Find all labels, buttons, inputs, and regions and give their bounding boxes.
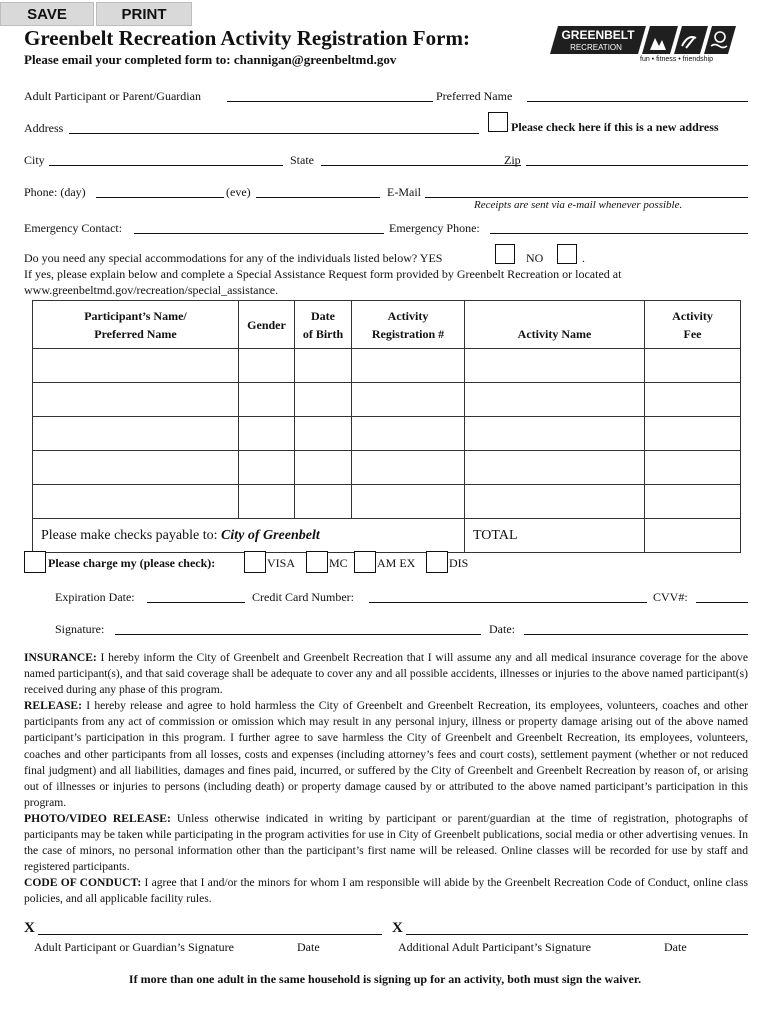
table-row: [33, 417, 741, 451]
header-activity-name: Activity Name: [465, 301, 645, 349]
svg-text:GREENBELT: GREENBELT: [561, 28, 635, 42]
phone-day-input[interactable]: [96, 197, 224, 198]
participant-name-input[interactable]: [33, 451, 239, 485]
state-input[interactable]: [321, 165, 521, 166]
cvv-label: CVV#:: [653, 590, 688, 604]
accommodations-no-label: NO: [526, 251, 544, 265]
charge-card-checkbox[interactable]: [24, 551, 46, 573]
gender-input[interactable]: [239, 383, 295, 417]
gender-input[interactable]: [239, 451, 295, 485]
card-number-label: Credit Card Number:: [252, 590, 354, 604]
cvv-input[interactable]: [696, 602, 748, 603]
charge-card-label: Please charge my (please check):: [48, 556, 216, 570]
participant-input[interactable]: [227, 101, 433, 102]
new-address-checkbox[interactable]: [488, 112, 508, 132]
activity-name-input[interactable]: [465, 485, 645, 519]
page-title: Greenbelt Recreation Activity Registration Form:: [24, 26, 470, 50]
accommodations-yes-checkbox[interactable]: [495, 244, 515, 264]
logo-tagline: fun • fitness • friendship: [640, 56, 713, 63]
dis-checkbox[interactable]: [426, 551, 448, 573]
additional-signature-input[interactable]: [406, 934, 748, 935]
new-address-label: Please check here if this is a new address: [511, 120, 719, 134]
dis-label: DIS: [449, 556, 469, 570]
fee-input[interactable]: [645, 349, 741, 383]
receipt-note: Receipts are sent via e-mail whenever possible.: [474, 199, 683, 211]
additional-date-caption: Date: [664, 940, 687, 954]
total-input[interactable]: [645, 519, 741, 553]
save-button[interactable]: SAVE: [0, 2, 94, 26]
card-signature-input[interactable]: [115, 634, 481, 635]
checks-payee: City of Greenbelt: [220, 527, 320, 543]
email-label: E-Mail: [387, 185, 421, 199]
mc-checkbox[interactable]: [306, 551, 328, 573]
address-input[interactable]: [69, 133, 479, 134]
header-date-of-birth: Date of Birth: [295, 301, 352, 349]
emergency-row: [24, 220, 748, 238]
registration-number-input[interactable]: [352, 417, 465, 451]
dob-input[interactable]: [295, 349, 352, 383]
card-signature-row: [55, 621, 748, 639]
expiration-input[interactable]: [147, 602, 245, 603]
amex-checkbox[interactable]: [354, 551, 376, 573]
table-row: [33, 451, 741, 485]
additional-signature-x: X: [392, 920, 403, 936]
card-signature-label: Signature:: [55, 622, 105, 636]
table-row: [33, 349, 741, 383]
activity-name-input[interactable]: [465, 383, 645, 417]
city-row: [24, 152, 748, 170]
phone-eve-label: (eve): [226, 185, 251, 199]
address-label: Address: [24, 121, 64, 135]
gender-input[interactable]: [239, 485, 295, 519]
accommodations-period: .: [582, 251, 585, 265]
card-number-input[interactable]: [369, 602, 647, 603]
page-subtitle: Please email your completed form to: channigan@greenbeltmd.gov: [24, 52, 397, 67]
zip-input[interactable]: [526, 165, 748, 166]
registration-number-input[interactable]: [352, 383, 465, 417]
visa-checkbox[interactable]: [244, 551, 266, 573]
household-waiver-note: If more than one adult in the same household is signing up for an activity, both must sign the waiver.: [128, 972, 642, 986]
adult-date-caption: Date: [297, 940, 320, 954]
preferred-name-label: Preferred Name: [436, 89, 513, 103]
photo-release-paragraph: PHOTO/VIDEO RELEASE: Unless otherwise indicated in writing by participant or parent/guardian at the time of registration, photographs of participants may be taken while participating in the program activities for use in City of Greenbelt publications, social media or other advertising venues. In the case of minors, no personal information other than the participant’s first name will be released. Online classes will be recorded for use by staff and registered participants.: [24, 811, 748, 874]
accommodations-explain-2: www.greenbeltmd.gov/recreation/special_assistance.: [24, 283, 279, 297]
dob-input[interactable]: [295, 485, 352, 519]
registration-number-input[interactable]: [352, 485, 465, 519]
registration-table: [32, 300, 741, 553]
city-input[interactable]: [49, 165, 283, 166]
activity-name-input[interactable]: [465, 349, 645, 383]
additional-signature-caption: Additional Adult Participant’s Signature: [398, 940, 591, 954]
card-details-row: [55, 589, 748, 607]
activity-name-input[interactable]: [465, 417, 645, 451]
adult-signature-x: X: [24, 920, 35, 936]
release-paragraph: RELEASE: I hereby release and agree to hold harmless the City of Greenbelt and Greenbelt Recreation, its employees, volunteers, coaches and other participants from any act of commission or omission which may result in any personal injury, illness or property damage arising out of the above named participant’s participation in this program. I further agree to save harmless the City of Greenbelt and Greenbelt Recreation, its employees, volunteers, coaches and other participants from all losses, costs and expenses (including attorney’s fees and court costs), settlement payment (whether or not reduced final judgment) and all liabilities, damages and fines paid, incurred, or suffered by the City of Greenbelt and Greenbelt Recreation by reason of, or arising out of illnesses or injuries to persons (including death) or property damage caused by or attributed to the above named participant’s participation in this program.: [24, 699, 748, 809]
table-row: [33, 383, 741, 417]
fee-input[interactable]: [645, 451, 741, 485]
phone-day-label: Phone: (day): [24, 185, 86, 199]
total-label-cell: TOTAL: [465, 519, 645, 553]
city-label: City: [24, 153, 45, 167]
insurance-paragraph: INSURANCE: I hereby inform the City of Greenbelt and Greenbelt Recreation that I will assume any and all medical insurance coverage for the above named participant(s), and that said coverage shall be adequate to cover any and all possible accidents, illnesses or injuries to the above named participant(s) received during any phase of this program.: [24, 651, 748, 697]
dob-input[interactable]: [295, 383, 352, 417]
card-date-label: Date:: [489, 622, 515, 636]
svg-text:RECREATION: RECREATION: [570, 43, 622, 52]
code-of-conduct-paragraph: CODE OF CONDUCT: I agree that I and/or the minors for whom I am responsible will abide by the Greenbelt Recreation Code of Conduct, online class policies, and all applicable facility rules.: [24, 876, 748, 906]
phone-eve-input[interactable]: [256, 197, 380, 198]
dob-input[interactable]: [295, 451, 352, 485]
adult-signature-input[interactable]: [38, 934, 382, 935]
fee-input[interactable]: [645, 383, 741, 417]
accommodations-explain-1: If yes, please explain below and complete a Special Assistance Request form provided by Greenbelt Recreation or located at: [24, 267, 622, 281]
participant-label: Adult Participant or Parent/Guardian: [24, 89, 201, 103]
participant-name-input[interactable]: [33, 417, 239, 451]
table-row: [33, 485, 741, 519]
preferred-name-input[interactable]: [527, 101, 748, 102]
checks-payable-label: Please make checks payable to:: [41, 527, 221, 543]
emergency-contact-label: Emergency Contact:: [24, 221, 123, 235]
gender-input[interactable]: [239, 349, 295, 383]
header-gender: Gender: [239, 301, 295, 349]
checks-payable-cell: [33, 519, 465, 553]
mc-label: MC: [329, 556, 348, 570]
visa-label: VISA: [267, 556, 296, 570]
state-label: State: [290, 153, 314, 167]
table-footer-row: [33, 519, 741, 553]
accommodations-no-checkbox[interactable]: [557, 244, 577, 264]
participant-name-input[interactable]: [33, 349, 239, 383]
accommodations-question: Do you need any special accommodations for any of the individuals listed below? YES: [24, 251, 443, 265]
gender-input[interactable]: [239, 417, 295, 451]
registration-number-input[interactable]: [352, 349, 465, 383]
emergency-contact-input[interactable]: [134, 233, 384, 234]
amex-label: AM EX: [377, 556, 416, 570]
registration-number-input[interactable]: [352, 451, 465, 485]
activity-name-input[interactable]: [465, 451, 645, 485]
header-activity-registration: Activity Registration #: [352, 301, 465, 349]
participant-name-input[interactable]: [33, 383, 239, 417]
fee-input[interactable]: [645, 417, 741, 451]
fee-input[interactable]: [645, 485, 741, 519]
email-input[interactable]: [425, 197, 748, 198]
emergency-phone-label: Emergency Phone:: [389, 221, 480, 235]
expiration-label: Expiration Date:: [55, 590, 135, 604]
header-activity-fee: Activity Fee: [645, 301, 741, 349]
card-date-input[interactable]: [524, 634, 748, 635]
emergency-phone-input[interactable]: [490, 233, 748, 234]
header-participant-name: Participant’s Name/ Preferred Name: [33, 301, 239, 349]
dob-input[interactable]: [295, 417, 352, 451]
legal-terms: [24, 650, 748, 908]
zip-label: Zip: [504, 153, 521, 167]
print-button[interactable]: PRINT: [96, 2, 192, 26]
adult-signature-caption: Adult Participant or Guardian’s Signature: [34, 940, 234, 954]
participant-row: [24, 88, 748, 106]
participant-name-input[interactable]: [33, 485, 239, 519]
